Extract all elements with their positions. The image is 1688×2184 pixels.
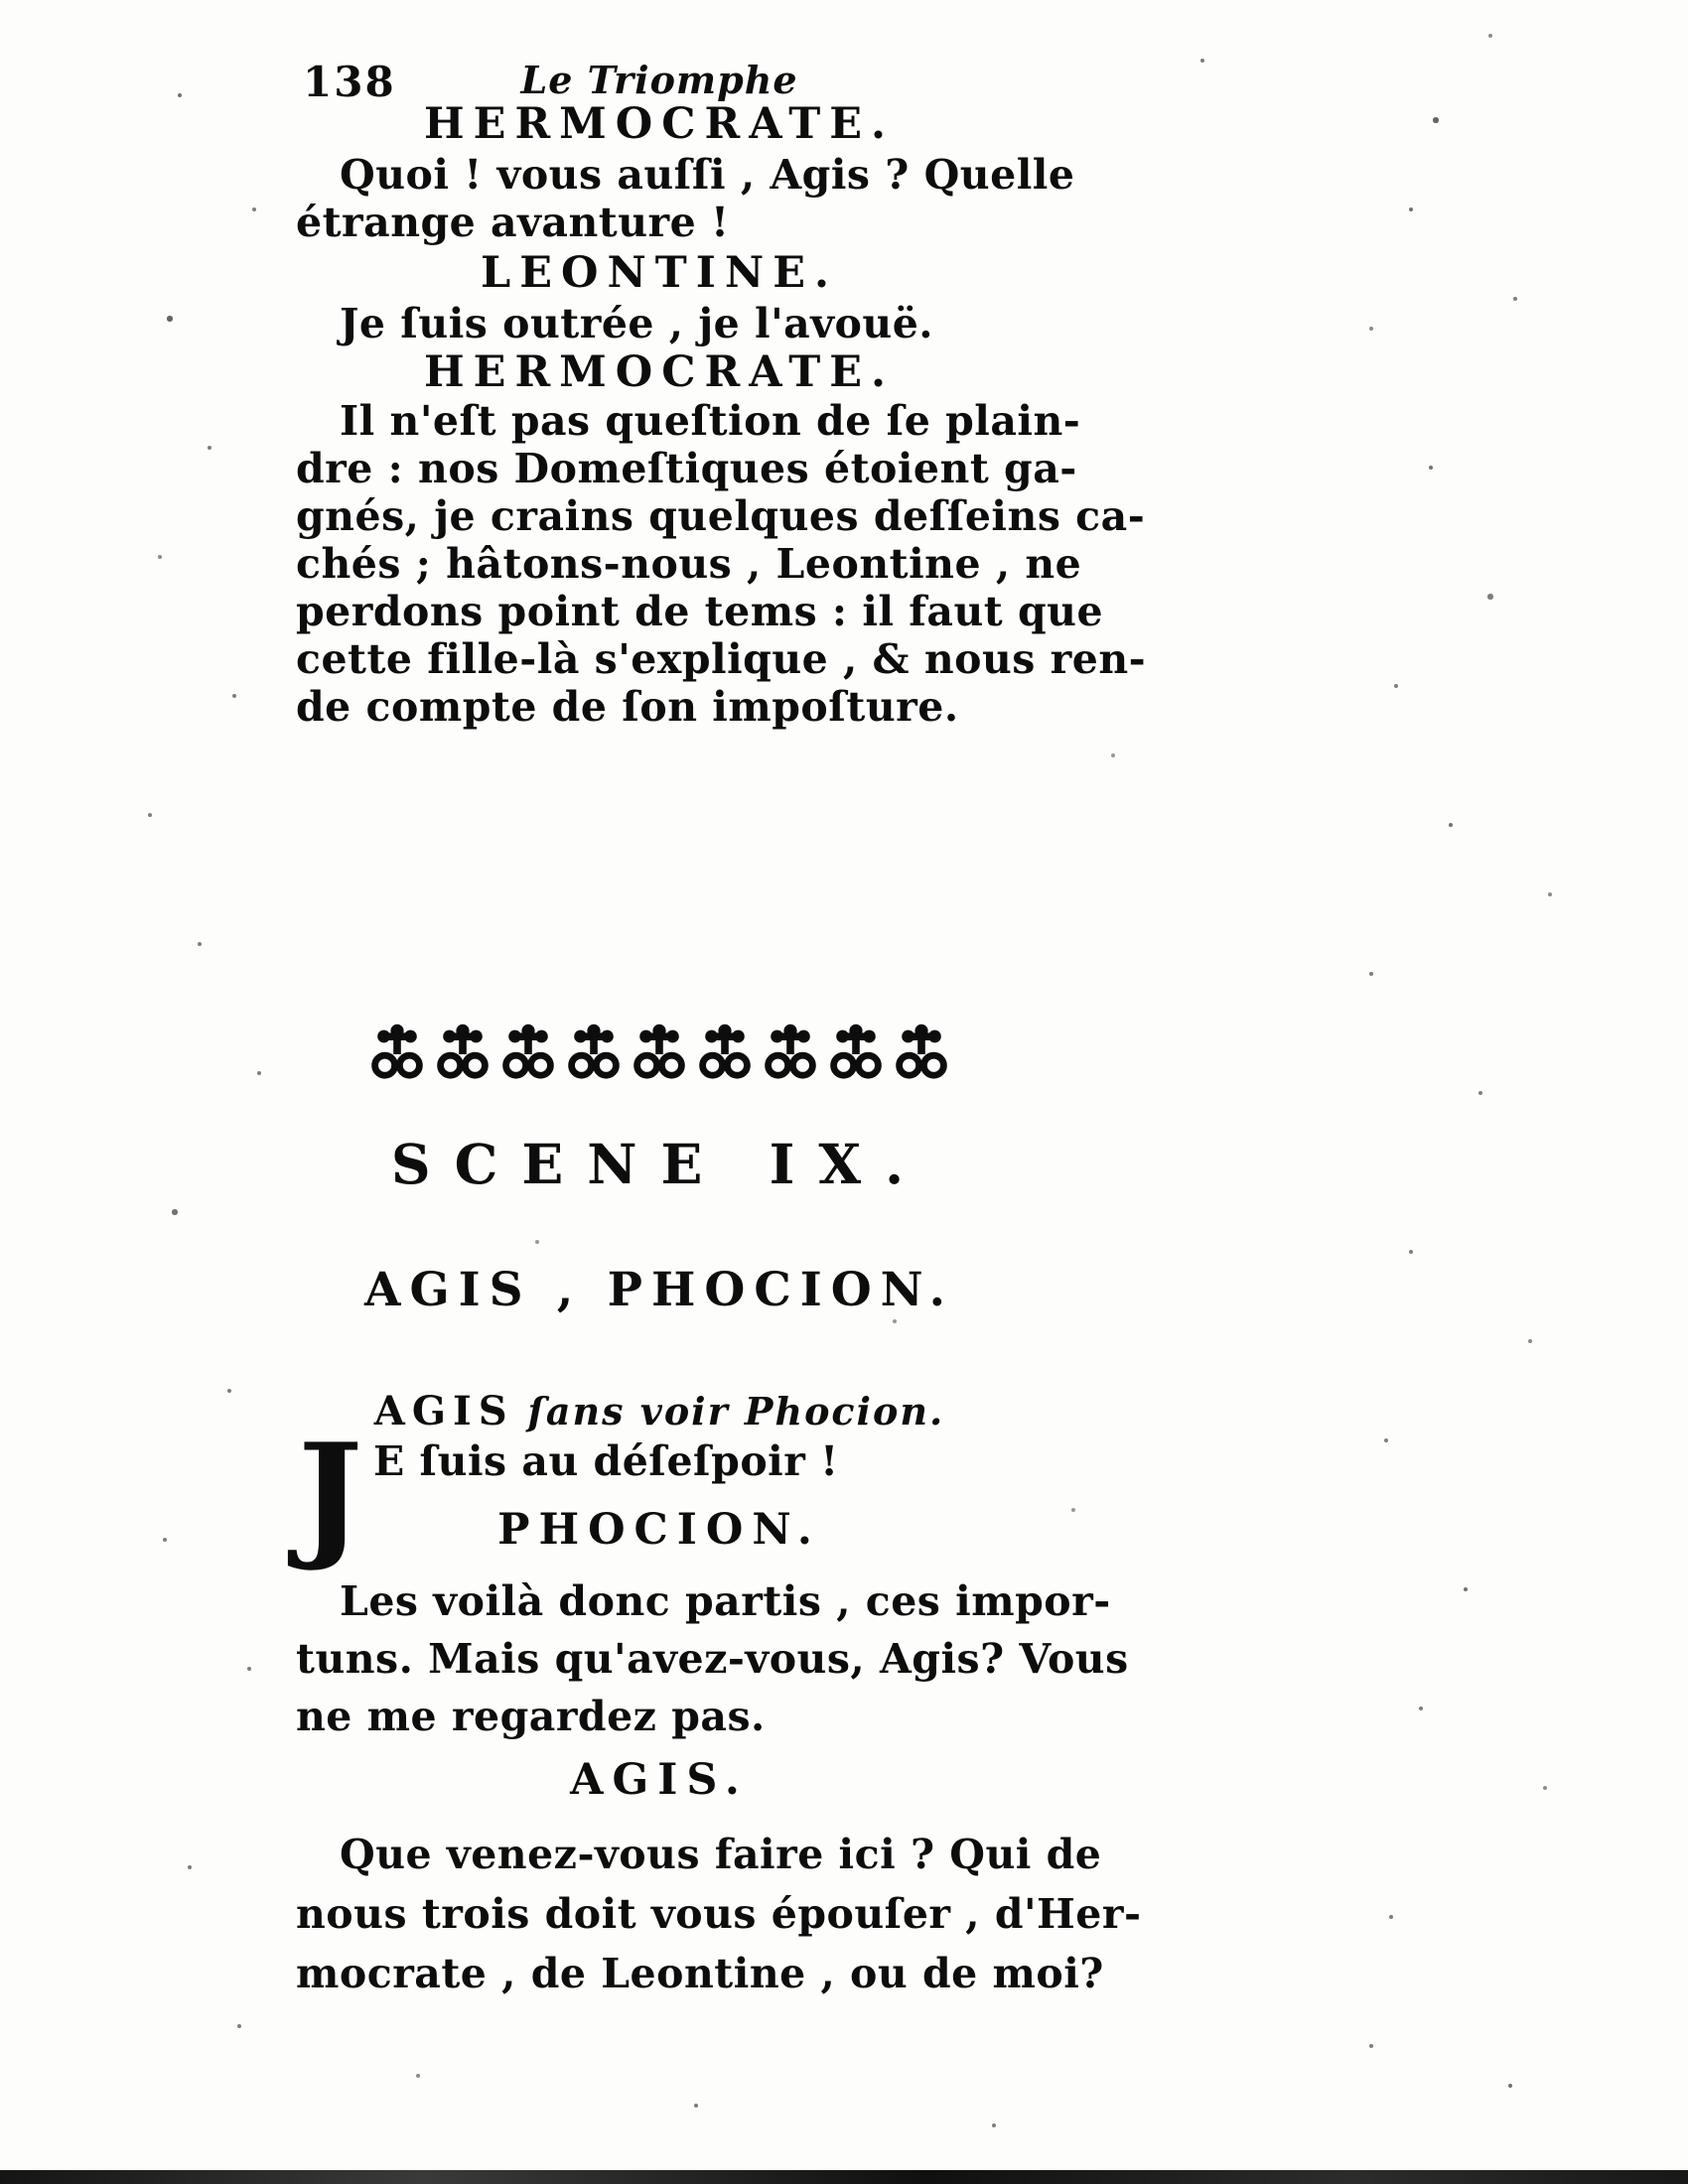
speech-line: Je ſuis outrée , je l'avouë. — [340, 300, 934, 347]
speech-line: chés ; hâtons-nous , Leontine , ne — [296, 540, 1082, 588]
speech-agis-1 — [296, 1437, 1023, 1485]
speaker-heading-hermocrate-2: HERMOCRATE. — [424, 347, 895, 397]
speech-line: gnés, je crains quelques deſſeins ca- — [296, 492, 1146, 540]
speaker-heading-leontine: LEONTINE. — [481, 248, 838, 298]
speech-hermocrate-2 — [296, 397, 1147, 731]
fleuron-icon — [890, 1023, 953, 1082]
fleuron-icon — [628, 1023, 691, 1082]
stage-direction-text: ſans voir Phocion. — [527, 1389, 945, 1433]
speaker-heading-agis: AGIS. — [570, 1755, 749, 1805]
speaker-heading-phocion: PHOCION. — [497, 1505, 821, 1555]
speech-line: Que venez-vous faire ici ? Qui de — [340, 1831, 1102, 1878]
fleuron-icon — [431, 1023, 494, 1082]
fleuron-icon — [824, 1023, 888, 1082]
speech-phocion — [296, 1572, 1129, 1745]
stage-direction — [296, 1388, 1023, 1434]
fleuron-icon — [365, 1023, 429, 1082]
speech-line: mocrate , de Leontine , ou de moi? — [296, 1950, 1104, 1997]
scene-characters: AGIS , PHOCION. — [364, 1263, 954, 1317]
scan-edge-shadow — [0, 2170, 1688, 2184]
speech-line: Il n'eſt pas queſtion de ſe plain- — [340, 397, 1081, 445]
scene-heading: SCENE IX. — [390, 1132, 928, 1196]
fleuron-icon — [693, 1023, 757, 1082]
speech-line: perdons point de tems : il faut que — [296, 588, 1104, 635]
fleuron-icon — [562, 1023, 626, 1082]
speech-line: cette fille-là s'explique , & nous ren- — [296, 635, 1147, 683]
speech-line: étrange avanture ! — [296, 199, 730, 246]
speech-agis-2 — [296, 1825, 1142, 2003]
speaker-heading-hermocrate-1: HERMOCRATE. — [424, 99, 895, 149]
page-number: 138 — [303, 58, 396, 106]
speech-line: E ſuis au déſeſpoir ! — [373, 1437, 839, 1485]
ornament-separator-row — [296, 1023, 1023, 1082]
running-title: Le Triomphe — [520, 58, 798, 102]
speech-line: nous trois doit vous épouſer , d'Her- — [296, 1890, 1142, 1938]
speech-line: de compte de ſon impoſture. — [296, 683, 959, 731]
fleuron-icon — [759, 1023, 822, 1082]
scan-noise-speckles — [0, 0, 2, 2]
drop-cap: J — [298, 1413, 363, 1574]
stage-speaker: AGIS — [373, 1388, 514, 1434]
speech-line: ne me regardez pas. — [296, 1693, 766, 1740]
speech-line: tuns. Mais qu'avez-vous, Agis? Vous — [296, 1635, 1129, 1683]
speech-line: Quoi ! vous auſſi , Agis ? Quelle — [340, 151, 1075, 199]
speech-hermocrate-1 — [296, 151, 1075, 246]
speech-line: Les voilà donc partis , ces impor- — [340, 1577, 1111, 1625]
fleuron-icon — [496, 1023, 560, 1082]
speech-leontine — [296, 300, 1023, 347]
speech-line: dre : nos Domeſtiques étoient ga- — [296, 445, 1077, 492]
